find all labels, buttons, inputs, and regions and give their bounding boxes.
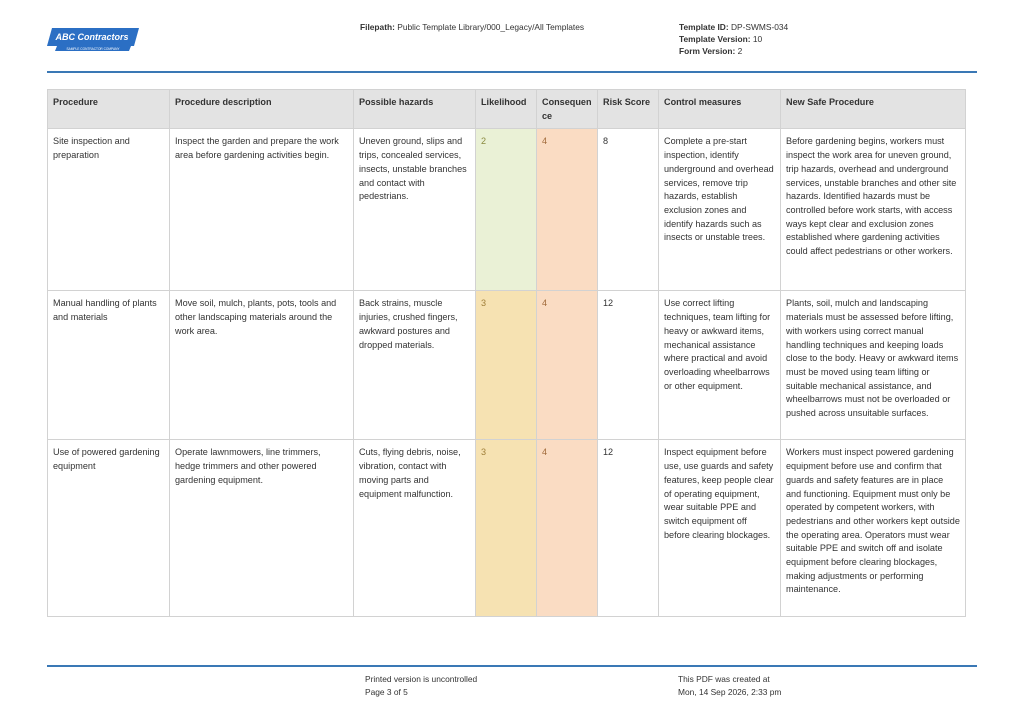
- template-info: [679, 21, 788, 57]
- col-hazards: Possible hazards: [354, 90, 476, 129]
- filepath: [360, 21, 584, 33]
- procedure-cell: Manual handling of plants and materials: [48, 291, 170, 440]
- hazards-cell: Uneven ground, slips and trips, concealed services, insects, unstable branches and contact with pedestrians.: [354, 129, 476, 291]
- form-version: Form Version: 2: [679, 46, 743, 56]
- created-date: Mon, 14 Sep 2026, 2:33 pm: [678, 686, 782, 697]
- logo-subtext: SAMPLE CONTRACTOR COMPANY: [66, 47, 120, 51]
- consequence-cell: 4: [537, 291, 598, 440]
- page-number: Page 3 of 5: [365, 686, 408, 697]
- likelihood-cell: 3: [476, 440, 537, 617]
- col-likelihood: Likelihood: [476, 90, 537, 129]
- procedure-cell: Use of powered gardening equipment: [48, 440, 170, 617]
- hazards-cell: Cuts, flying debris, noise, vibration, contact with moving parts and equipment malfunction.: [354, 440, 476, 617]
- description-cell: Inspect the garden and prepare the work area before gardening activities begin.: [170, 129, 354, 291]
- table-row: [48, 440, 966, 617]
- table-row: [48, 129, 966, 291]
- table-row: [48, 291, 966, 440]
- col-control: Control measures: [659, 90, 781, 129]
- footer-divider: [47, 665, 977, 667]
- col-procedure: Procedure: [48, 90, 170, 129]
- control-cell: Inspect equipment before use, use guards and safety features, keep people clear of operating equipment, wear suitable PPE and switch equipment off before clearing blockages.: [659, 440, 781, 617]
- control-cell: Use correct lifting techniques, team lifting for heavy or awkward items, mechanical assistance where practical and avoid overloading wheelbarrows or other equipment.: [659, 291, 781, 440]
- template-version: Template Version: 10: [679, 34, 763, 44]
- col-consequence: Consequen ce: [537, 90, 598, 129]
- header-divider: [47, 71, 977, 73]
- footer-created: [678, 673, 781, 698]
- table-header-row: [48, 90, 966, 129]
- company-logo: [47, 26, 139, 52]
- uncontrolled-notice: Printed version is uncontrolled: [365, 674, 478, 684]
- likelihood-cell: 3: [476, 291, 537, 440]
- risk-score-cell: 8: [598, 129, 659, 291]
- control-cell: Complete a pre-start inspection, identify underground and overhead services, remove trip hazards, establish exclusion zones and identify hazards such as insects or unstable trees.: [659, 129, 781, 291]
- created-label: This PDF was created at: [678, 674, 770, 684]
- col-risk-score: Risk Score: [598, 90, 659, 129]
- logo-text: ABC Contractors: [55, 32, 129, 42]
- filepath-value: Public Template Library/000_Legacy/All Templates: [397, 22, 585, 32]
- template-id: Template ID: DP-SWMS-034: [679, 22, 789, 32]
- swms-table: [47, 89, 966, 617]
- filepath-label: Filepath:: [360, 22, 395, 32]
- consequence-cell: 4: [537, 440, 598, 617]
- risk-score-cell: 12: [598, 291, 659, 440]
- risk-score-cell: 12: [598, 440, 659, 617]
- footer-uncontrolled: [365, 673, 477, 698]
- new-procedure-cell: Workers must inspect powered gardening equipment before use and confirm that guards and safety features are in place and functioning. Equipment must only be operated by competent workers, with pedestrians and other workers kept outside the operating area. Operators must wear suitable PPE and switch off and isolate equipment before clearing blockages, making adjustments or performing maintenance.: [781, 440, 966, 617]
- hazards-cell: Back strains, muscle injuries, crushed fingers, awkward postures and dropped materials.: [354, 291, 476, 440]
- new-procedure-cell: Before gardening begins, workers must inspect the work area for uneven ground, trip hazards, overhead and underground services, unstable branches and other site hazards. Identified hazards must be controlled before work starts, with access ways kept clear and exclusion zones established where gardening activities could affect pedestrians or other workers.: [781, 129, 966, 291]
- col-new-procedure: New Safe Procedure: [781, 90, 966, 129]
- procedure-cell: Site inspection and preparation: [48, 129, 170, 291]
- new-procedure-cell: Plants, soil, mulch and landscaping materials must be assessed before lifting, with workers using correct manual handling techniques and keeping loads close to the body. Heavy or awkward items must be moved using team lifting or suitable mechanical assistance, and wheelbarrows must not be overloaded or pushed across unsuitable surfaces.: [781, 291, 966, 440]
- likelihood-cell: 2: [476, 129, 537, 291]
- description-cell: Move soil, mulch, plants, pots, tools and other landscaping materials around the work area.: [170, 291, 354, 440]
- col-description: Procedure description: [170, 90, 354, 129]
- description-cell: Operate lawnmowers, line trimmers, hedge trimmers and other powered gardening equipment.: [170, 440, 354, 617]
- consequence-cell: 4: [537, 129, 598, 291]
